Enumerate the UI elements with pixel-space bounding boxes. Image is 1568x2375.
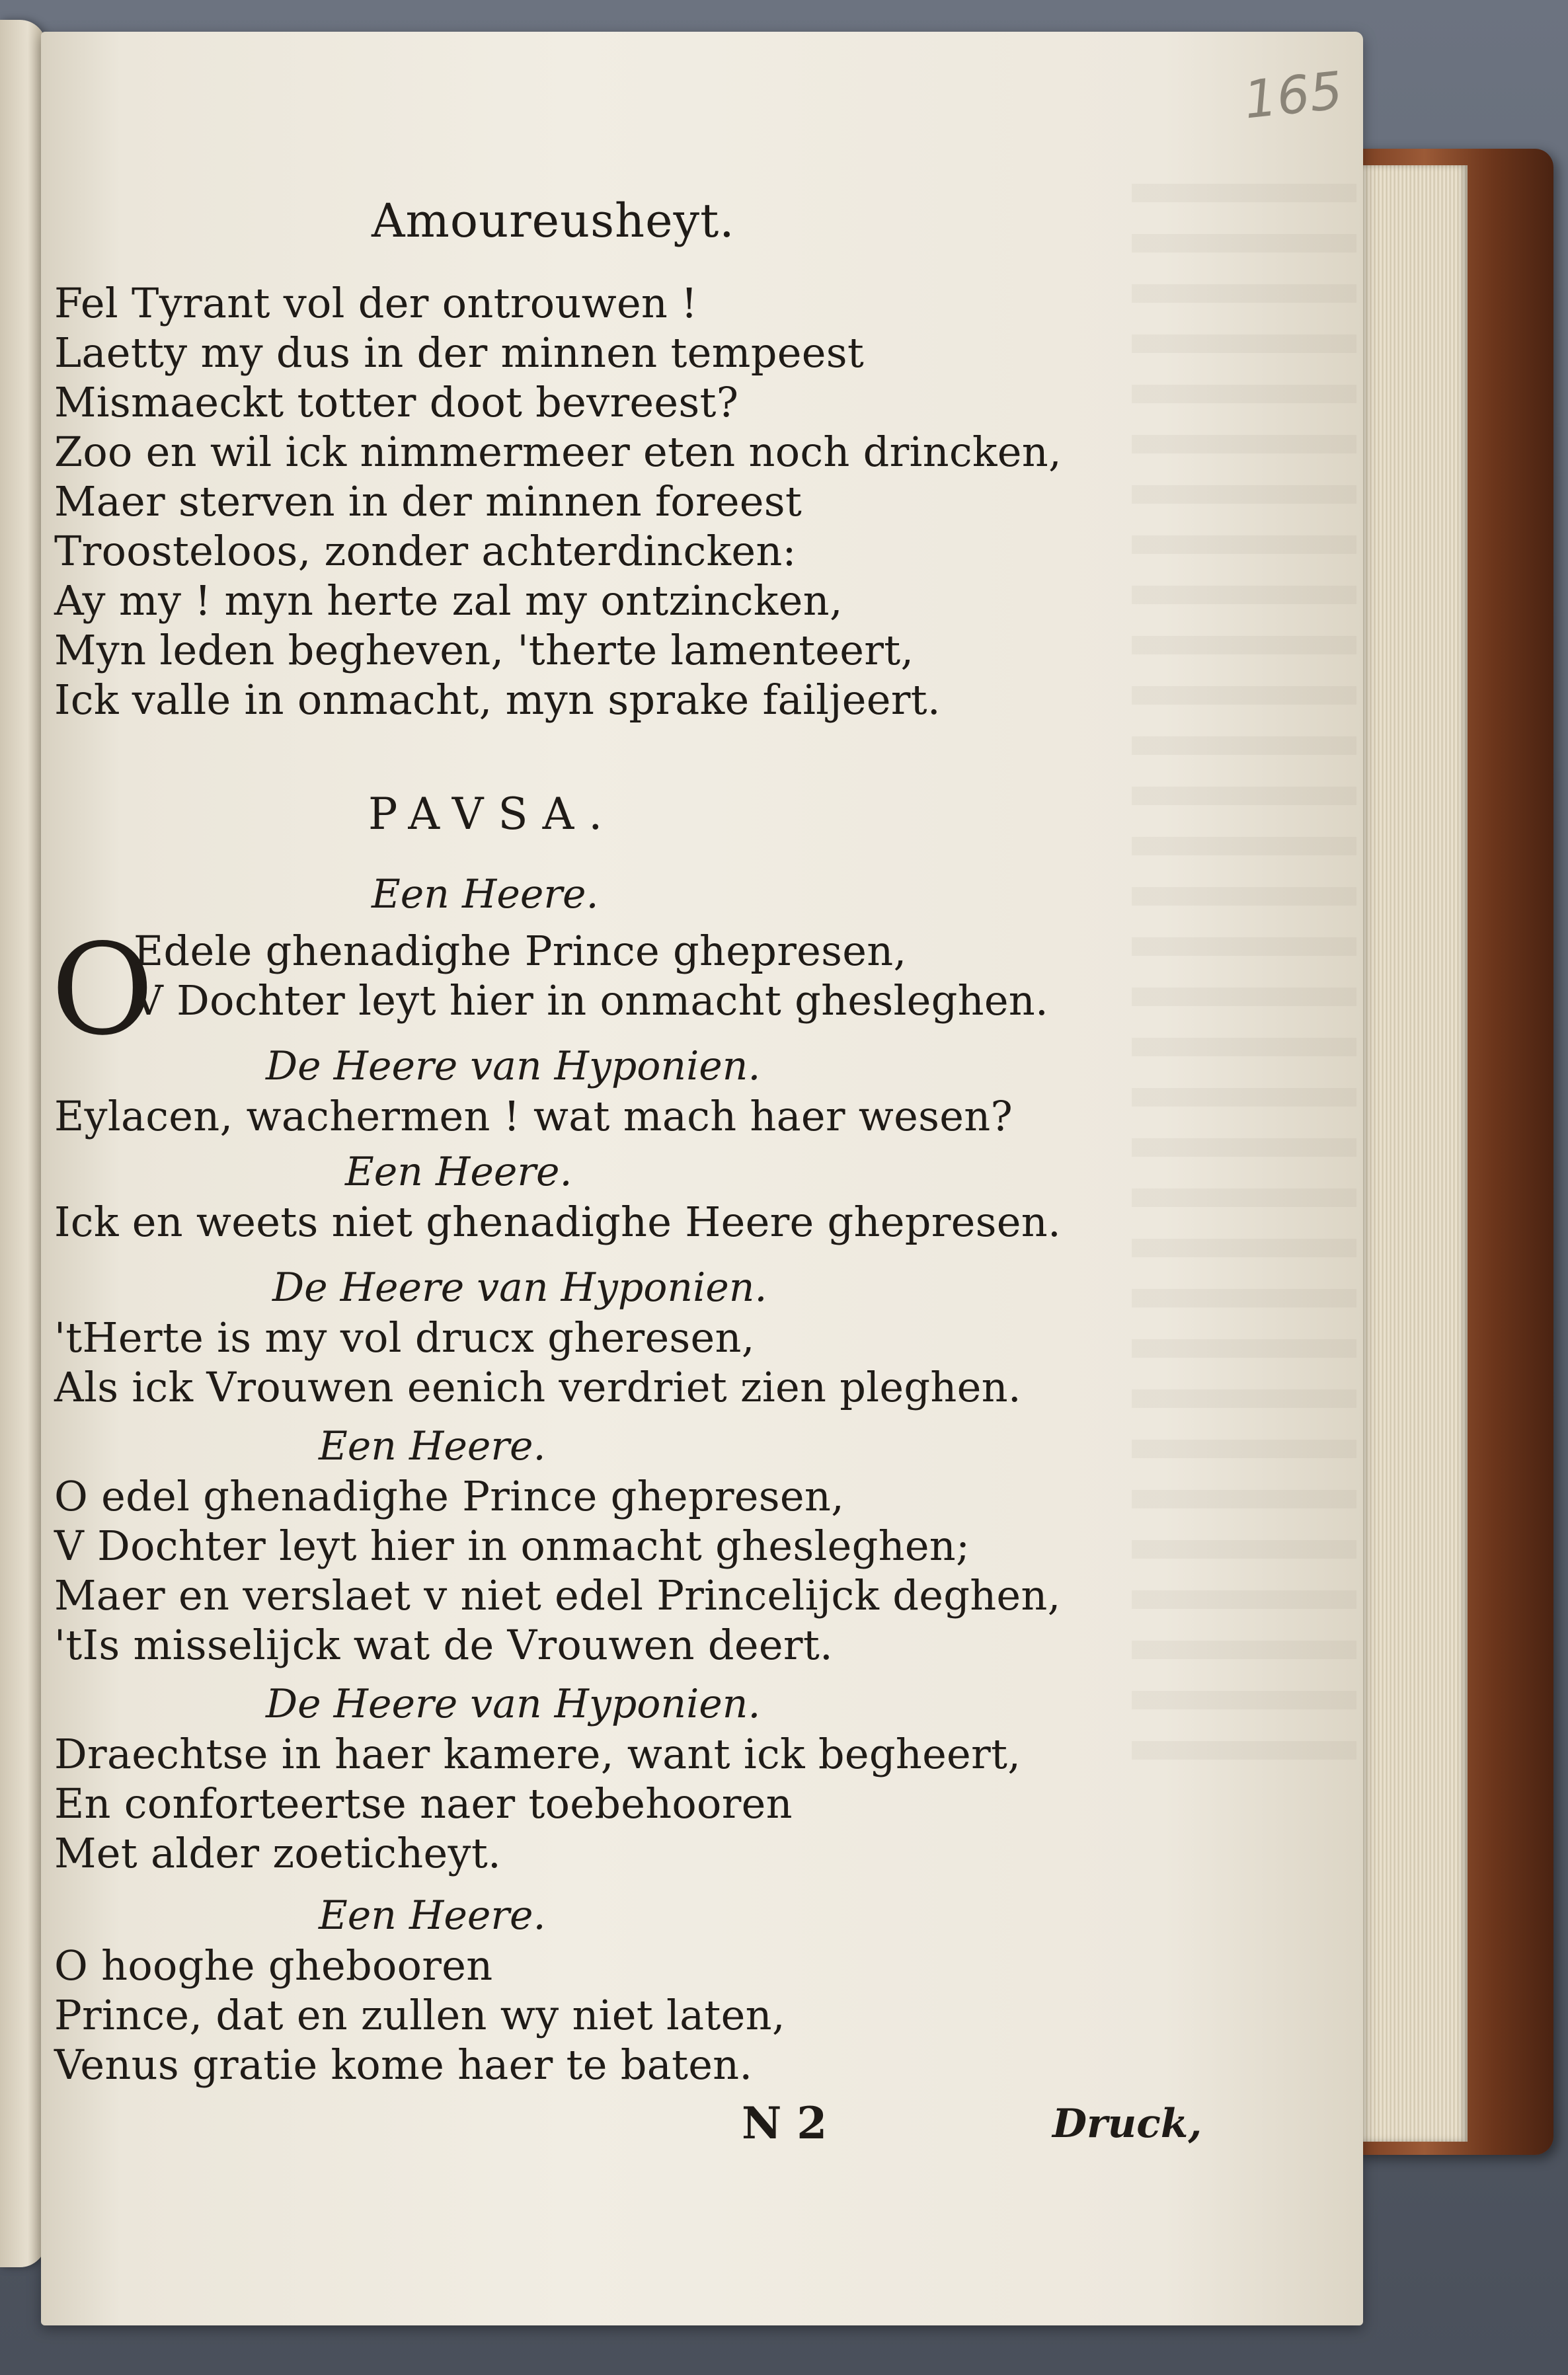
signature-mark: N 2 bbox=[742, 2097, 828, 2149]
verse-line: Fel Tyrant vol der ontrouwen ! bbox=[54, 279, 698, 327]
dialogue-line: En conforteertse naer toebehooren bbox=[54, 1779, 793, 1828]
dialogue-line: Als ick Vrouwen eenich verdriet zien pleghen. bbox=[54, 1363, 1021, 1411]
verse-line: Mismaeckt totter doot bevreest? bbox=[54, 378, 739, 426]
drop-cap: O bbox=[51, 917, 154, 1063]
dialogue-line: Prince, dat en zullen wy niet laten, bbox=[54, 1991, 785, 2039]
section-title: PAVSA. bbox=[368, 789, 617, 839]
speaker-label: De Heere van Hyponien. bbox=[266, 1681, 761, 1727]
verse-line: Ay my ! myn herte zal my ontzincken, bbox=[54, 576, 843, 625]
page-text bbox=[41, 32, 1363, 2325]
facing-page-edge bbox=[0, 20, 46, 2267]
dialogue-line: O hooghe ghebooren bbox=[54, 1941, 493, 1990]
book-page bbox=[41, 32, 1363, 2325]
verse-line: Maer sterven in der minnen foreest bbox=[54, 477, 803, 526]
page-fore-edge bbox=[1355, 165, 1468, 2142]
dialogue-line: Ick en weets niet ghenadighe Heere ghepresen. bbox=[54, 1198, 1061, 1246]
dialogue-line: Draechtse in haer kamere, want ick begheert, bbox=[54, 1730, 1021, 1778]
speaker-label: De Heere van Hyponien. bbox=[272, 1265, 767, 1311]
dialogue-line: Edele ghenadighe Prince ghepresen, bbox=[134, 927, 907, 975]
speaker-label: De Heere van Hyponien. bbox=[266, 1043, 761, 1089]
dialogue-line: O edel ghenadighe Prince ghepresen, bbox=[54, 1472, 845, 1520]
dialogue-line: 'tHerte is my vol drucx gheresen, bbox=[54, 1313, 755, 1362]
speaker-label: Een Heere. bbox=[345, 1149, 572, 1195]
dialogue-line: V Dochter leyt hier in onmacht ghesleghen. bbox=[134, 976, 1049, 1025]
speaker-label: Een Heere. bbox=[372, 871, 599, 917]
running-head: Amoureusheyt. bbox=[372, 194, 735, 248]
dialogue-line: V Dochter leyt hier in onmacht ghesleghen; bbox=[54, 1522, 970, 1570]
verse-line: Troosteloos, zonder achterdincken: bbox=[54, 527, 797, 575]
dialogue-line: 'tIs misselijck wat de Vrouwen deert. bbox=[54, 1621, 834, 1669]
speaker-label: Een Heere. bbox=[319, 1892, 546, 1939]
catchword: Druck, bbox=[1052, 2101, 1202, 2147]
verse-line: Zoo en wil ick nimmermeer eten noch drincken, bbox=[54, 428, 1062, 476]
verse-line: Myn leden begheven, 'therte lamenteert, bbox=[54, 626, 914, 674]
dialogue-line: Eylacen, wachermen ! wat mach haer wesen? bbox=[54, 1092, 1013, 1140]
dialogue-line: Venus gratie kome haer te baten. bbox=[54, 2041, 753, 2089]
verse-line: Ick valle in onmacht, myn sprake failjeert. bbox=[54, 676, 941, 724]
folio-number: 165 bbox=[1241, 61, 1346, 131]
speaker-label: Een Heere. bbox=[319, 1423, 546, 1469]
dialogue-line: Met alder zoeticheyt. bbox=[54, 1829, 502, 1877]
verse-line: Laetty my dus in der minnen tempeest bbox=[54, 329, 865, 377]
dialogue-line: Maer en verslaet v niet edel Princelijck deghen, bbox=[54, 1571, 1061, 1619]
